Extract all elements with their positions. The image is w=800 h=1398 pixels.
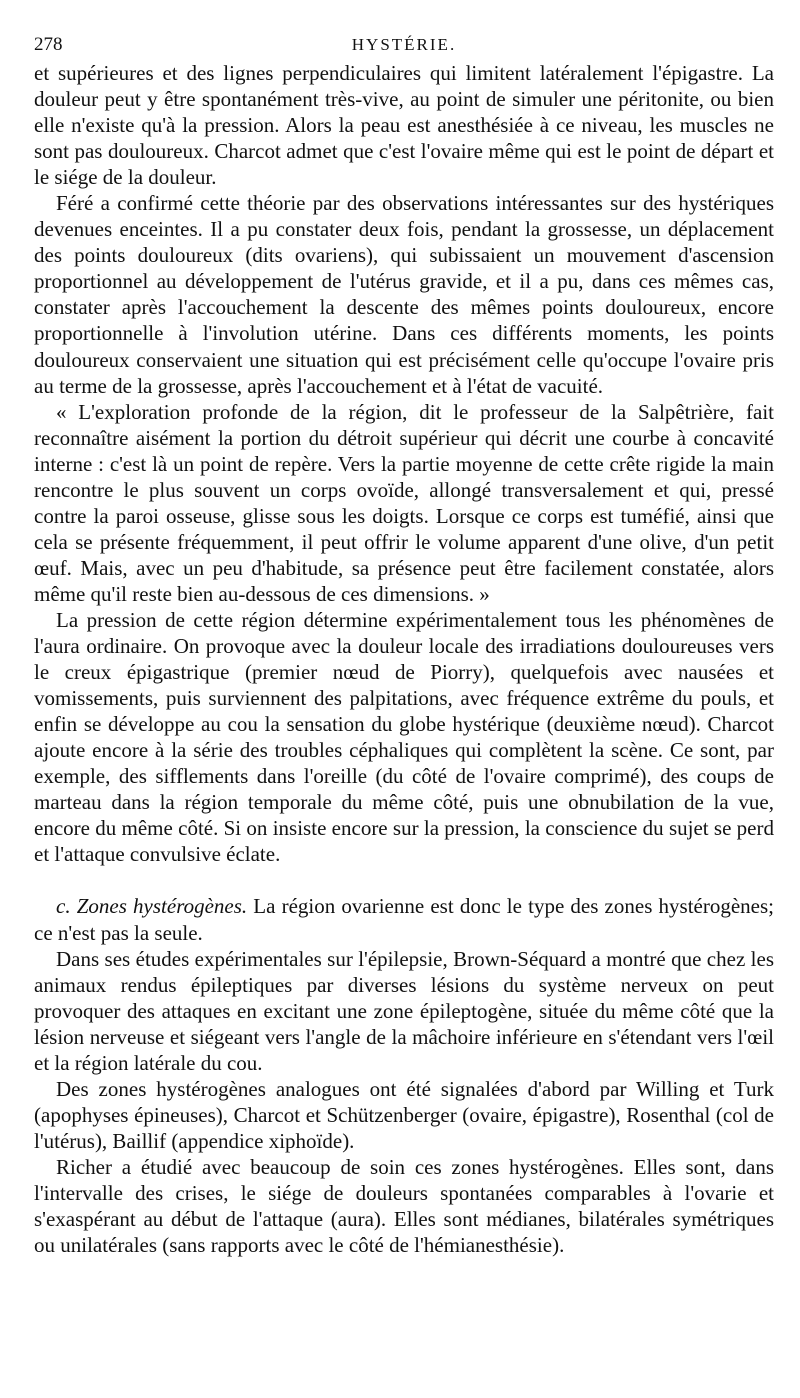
- paragraph-brown-sequard: Dans ses études expérimentales sur l'épilepsie, Brown-Séquard a montré que chez les animaux rendus épileptiques par diverses lésions du système nerveux on peut provoquer des attaques en excitant une zone épileptogène, située du même côté que la lésion nerveuse et siégeant vers l'angle de la mâchoire inférieure en s'étendant vers l'œil et la région latérale du cou.: [34, 946, 774, 1075]
- paragraph-continued: et supérieures et des lignes perpendiculaires qui limitent latéralement l'épigastre. La douleur peut y être spontanément très-vive, au point de simuler une péritonite, ou bien elle n'existe qu'à la pression. Alors la peau est anesthésiée à ce niveau, les muscles ne sont pas douloureux. Charcot admet que c'est l'ovaire même qui est le point de départ et le siége de la douleur.: [34, 61, 774, 190]
- section-zones-hysterogenes: [34, 893, 774, 945]
- section-lead-text: La région ovarienne est donc le type des zones hystérogènes; ce n'est pas la seule.: [34, 894, 774, 945]
- body-text: [34, 60, 774, 1258]
- section-heading: c. Zones hystérogènes.: [56, 894, 248, 919]
- running-title: HYSTÉRIE.: [351, 35, 457, 54]
- paragraph-fere: Féré a confirmé cette théorie par des observations intéressantes sur des hystériques devenues enceintes. Il a pu constater deux fois, pendant la grossesse, un déplacement des points douloureux (dits ovariens), qui subissaient un mouvement d'ascension proportionnel au développement de l'utérus gravide, et il a pu, dans ces mêmes cas, constater après l'accouchement la descente des mêmes points douloureux, encore proportionnelle à l'involution utérine. Dans ces différents moments, les points douloureux conservaient une situation qui est précisément celle qu'occupe l'ovaire pris au terme de la grossesse, après l'accouchement et à l'état de vacuité.: [34, 191, 774, 398]
- paragraph-quotation: « L'exploration profonde de la région, dit le professeur de la Salpêtrière, fait reconnaître aisément la portion du détroit supérieur qui décrit une courbe à concavité interne : c'est là un point de repère. Vers la partie moyenne de cette crête rigide la main rencontre le plus souvent un corps ovoïde, allongé transversalement et qui, pressé contre la paroi osseuse, glisse sous les doigts. Lorsque ce corps est tuméfié, ainsi que cela se présente fréquemment, il peut offrir le volume apparent d'une olive, d'un petit œuf. Mais, avec un peu d'habitude, sa présence peut être facilement constatée, alors même qu'il reste bien au-dessous de ces dimensions. »: [34, 399, 774, 606]
- paragraph-aura: La pression de cette région détermine expérimentalement tous les phénomènes de l'aura ordinaire. On provoque avec la douleur locale des irradiations douloureuses vers le creux épigastrique (premier nœud de Piorry), quelquefois avec nausées et vomissements, puis surviennent des palpitations, avec fréquence extrême du pouls, et enfin se développe au cou la sensation du globe hystérique (deuxième nœud). Charcot ajoute encore à la série des troubles céphaliques qui complètent la scène. Ce sont, par exemple, des sifflements dans l'oreille (du côté de l'ovaire comprimé), des coups de marteau dans la région temporale du même côté, puis une obnubilation de la vue, encore du même côté. Si on insiste encore sur la pression, la conscience du sujet se perd et l'attaque convulsive éclate.: [34, 607, 774, 867]
- paragraph-signalees: Des zones hystérogènes analogues ont été signalées d'abord par Willing et Turk (apophyses épineuses), Charcot et Schützenberger (ovaire, épigastre), Rosenthal (col de l'utérus), Baillif (appendice xiphoïde).: [34, 1076, 774, 1153]
- page-number: 278: [34, 34, 63, 55]
- paragraph-richer: Richer a étudié avec beaucoup de soin ces zones hystérogènes. Elles sont, dans l'intervalle des crises, le siége de douleurs spontanées comparables à l'ovarie et s'exaspérant au début de l'attaque (aura). Elles sont médianes, bilatérales symétriques ou unilatérales (sans rapports avec le côté de l'hémianesthésie).: [34, 1154, 774, 1258]
- running-head: [34, 30, 774, 60]
